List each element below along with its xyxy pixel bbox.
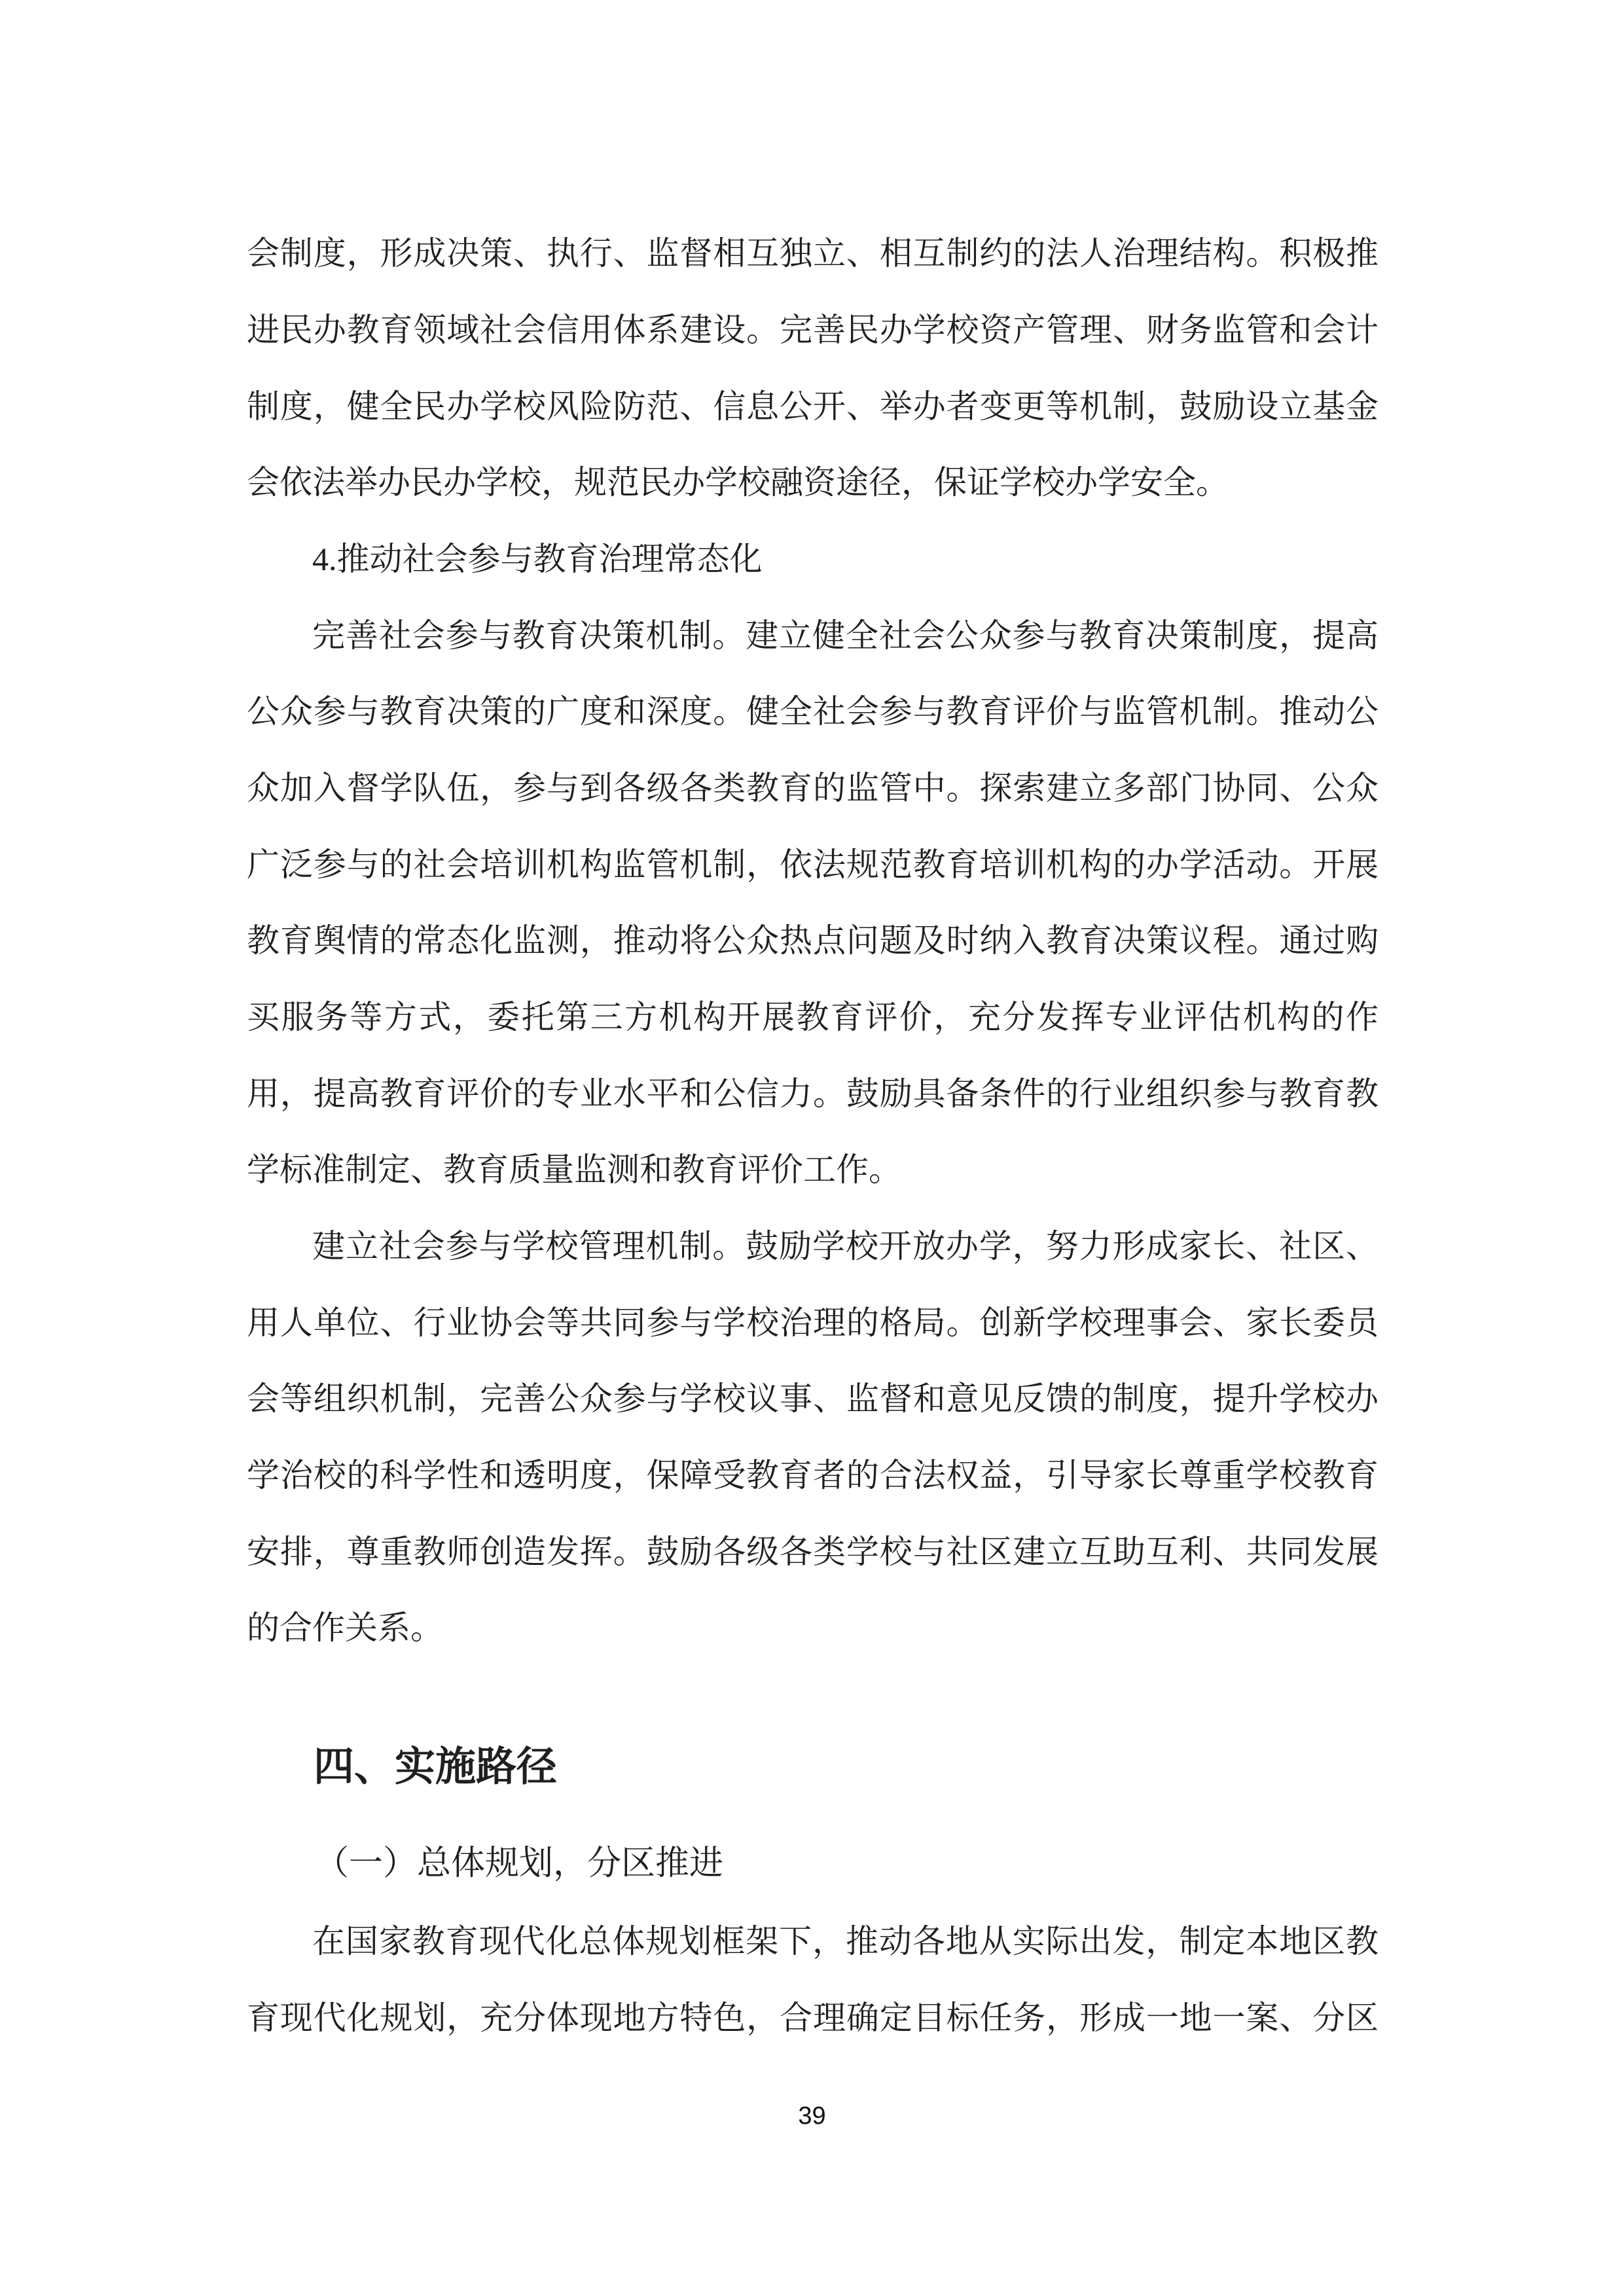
section-heading: 四、实施路径 bbox=[314, 1745, 558, 1789]
page-number: 39 bbox=[798, 2102, 826, 2130]
body-text-line: 育现代化规划，充分体现地方特色，合理确定目标任务，形成一地一案、分区 bbox=[247, 2000, 1379, 2036]
body-text-line: 教育舆情的常态化监测，推动将公众热点问题及时纳入教育决策议程。通过购 bbox=[247, 922, 1379, 959]
body-text-line: 公众参与教育决策的广度和深度。健全社会参与教育评价与监管机制。推动公 bbox=[247, 693, 1379, 730]
body-text-line: 在国家教育现代化总体规划框架下，推动各地从实际出发，制定本地区教 bbox=[312, 1923, 1379, 1960]
body-text-line: 制度，健全民办学校风险防范、信息公开、举办者变更等机制，鼓励设立基金 bbox=[247, 388, 1379, 425]
body-text-line: 会制度，形成决策、执行、监督相互独立、相互制约的法人治理结构。积极推 bbox=[247, 235, 1379, 272]
numbered-item-heading: 4.推动社会参与教育治理常态化 bbox=[312, 541, 763, 577]
body-text-line: 的合作关系。 bbox=[247, 1609, 443, 1646]
body-text-line: 会依法举办民办学校，规范民办学校融资途径，保证学校办学安全。 bbox=[247, 464, 1229, 501]
body-text-line: 买服务等方式，委托第三方机构开展教育评价，充分发挥专业评估机构的作 bbox=[247, 999, 1379, 1035]
body-text-line: 用，提高教育评价的专业水平和公信力。鼓励具备条件的行业组织参与教育教 bbox=[247, 1075, 1379, 1112]
body-text-line: 安排，尊重教师创造发挥。鼓励各级各类学校与社区建立互助互利、共同发展 bbox=[247, 1534, 1379, 1570]
body-text-line: 进民办教育领域社会信用体系建设。完善民办学校资产管理、财务监管和会计 bbox=[247, 312, 1379, 348]
body-text-line: 建立社会参与学校管理机制。鼓励学校开放办学，努力形成家长、社区、 bbox=[312, 1228, 1379, 1265]
body-text-line: 学标准制定、教育质量监测和教育评价工作。 bbox=[247, 1151, 901, 1188]
body-text-line: 众加入督学队伍，参与到各级各类教育的监管中。探索建立多部门协同、公众 bbox=[247, 770, 1379, 806]
body-text-line: 用人单位、行业协会等共同参与学校治理的格局。创新学校理事会、家长委员 bbox=[247, 1304, 1379, 1341]
body-text-line: 广泛参与的社会培训机构监管机制，依法规范教育培训机构的办学活动。开展 bbox=[247, 846, 1379, 883]
body-text-line: 会等组织机制，完善公众参与学校议事、监督和意见反馈的制度，提升学校办 bbox=[247, 1380, 1379, 1417]
body-text-line: 完善社会参与教育决策机制。建立健全社会公众参与教育决策制度，提高 bbox=[312, 617, 1379, 654]
body-text-line: 学治校的科学性和透明度，保障受教育者的合法权益，引导家长尊重学校教育 bbox=[247, 1457, 1379, 1494]
subsection-heading: （一）总体规划，分区推进 bbox=[315, 1845, 724, 1882]
